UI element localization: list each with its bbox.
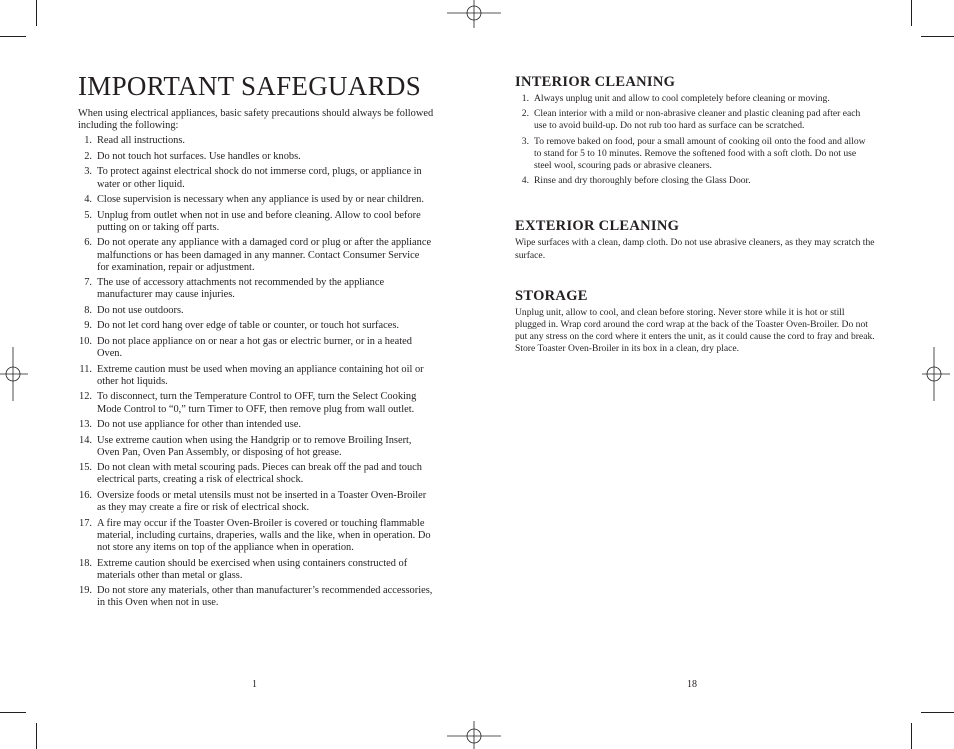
list-item-number: 18. (79, 557, 92, 569)
list-item-number: 15. (79, 462, 92, 474)
list-item-text: Do not store any materials, other than manufacturer’s recommended accessories, in this Oven when not in use. (97, 585, 433, 609)
list-item-text: Close supervision is necessary when any appliance is used by or near children. (97, 194, 424, 206)
interior-cleaning-heading: INTERIOR CLEANING (515, 74, 676, 90)
list-item-number: 10. (79, 335, 92, 347)
list-item-number: 17. (79, 517, 92, 529)
exterior-cleaning-text: Wipe surfaces with a clean, damp cloth. Do not use abrasive cleaners, as they may scratch the surface. (515, 237, 875, 261)
crop-mark (921, 712, 954, 713)
list-item-text: To protect against electrical shock do not immerse cord, plugs, or appliance in water or other liquid. (97, 166, 422, 190)
list-item (78, 419, 434, 431)
list-item-number: 8. (84, 304, 92, 316)
list-item-number: 1. (84, 135, 92, 147)
list-item (78, 462, 434, 486)
list-item-number: 13. (79, 419, 92, 431)
crop-mark (0, 712, 26, 713)
list-item-text: Read all instructions. (97, 135, 186, 147)
crop-mark (911, 0, 912, 26)
list-item (515, 136, 875, 173)
crop-mark (36, 0, 37, 26)
crop-mark (911, 723, 912, 749)
list-item-text: Do not operate any appliance with a damaged cord or plug or after the appliance malfunctions or has been damaged in any manner. Contact Consumer Service for examination, repair or adjustment. (97, 237, 432, 273)
list-item-text: Do not clean with metal scouring pads. Pieces can break off the pad and touch electrical parts, creating a risk of electrical shock. (97, 462, 422, 486)
list-item-text: Rinse and dry thoroughly before closing the Glass Door. (534, 175, 751, 187)
intro-paragraph: When using electrical appliances, basic safety precautions should always be followed including the following: (78, 108, 434, 132)
list-item (78, 585, 434, 609)
list-item-number: 3. (84, 166, 92, 178)
list-item-number: 2. (521, 108, 529, 120)
page-number-right: 18 (687, 679, 697, 690)
list-item-number: 14. (79, 434, 92, 446)
list-item-text: To disconnect, turn the Temperature Control to OFF, turn the Select Cooking Mode Control to “0,” turn Timer to OFF, then remove plug from wall outlet. (97, 391, 417, 415)
interior-cleaning-list (515, 93, 875, 187)
storage-text: Unplug unit, allow to cool, and clean before storing. Never store while it is hot or still plugged in. Wrap cord around the cord wrap at the back of the Toaster Oven-Broiler. Do not put any stress on the cord where it enters the unit, as it could cause the cord to fray and break. Store Toaster Oven-Broiler in its box in a clean, dry place. (515, 306, 875, 355)
list-item (515, 93, 875, 105)
list-item-text: A fire may occur if the Toaster Oven-Broiler is covered or touching flammable material, including curtains, draperies, walls and the like, when in operation. Do not store any items on top of the appliance when in operation. (97, 517, 431, 554)
list-item-text: Unplug from outlet when not in use and before cleaning. Allow to cool before putting on or taking off parts. (97, 209, 421, 233)
list-item (515, 175, 875, 187)
list-item-number: 5. (84, 209, 92, 221)
list-item-text: Do not let cord hang over edge of table or counter, or touch hot surfaces. (97, 320, 399, 332)
list-item-number: 4. (521, 175, 529, 187)
list-item (78, 194, 434, 206)
list-item-number: 16. (79, 489, 92, 501)
crop-mark (36, 723, 37, 749)
list-item-number: 11. (79, 363, 92, 375)
list-item (515, 108, 875, 132)
right-page (515, 74, 875, 356)
list-item (78, 391, 434, 415)
list-item-text: Use extreme caution when using the Handgrip or to remove Broiling Insert, Oven Pan, Oven Pan Assembly, or disposing of hot grease. (97, 434, 412, 458)
list-item (78, 135, 434, 147)
list-item-text: Do not use outdoors. (97, 304, 184, 316)
list-item-text: Do not place appliance on or near a hot gas or electric burner, or in a heated Oven. (97, 335, 412, 360)
list-item (78, 151, 434, 163)
crop-mark (921, 36, 954, 37)
list-item (78, 320, 434, 332)
page-title: IMPORTANT SAFEGUARDS (78, 71, 422, 101)
list-item-number: 6. (84, 237, 92, 249)
list-item-text: Extreme caution must be used when moving an appliance containing hot oil or other hot liquids. (97, 363, 424, 387)
list-item (78, 518, 434, 555)
list-item-number: 1. (521, 93, 529, 104)
list-item-text: Clean interior with a mild or non-abrasive cleaner and plastic cleaning pad after each use to avoid build-up. Do not rub too hard as surface can be scratched. (534, 108, 861, 132)
list-item-number: 12. (79, 391, 92, 403)
list-item-text: Extreme caution should be exercised when using containers constructed of materials other than metal or glass. (97, 557, 408, 581)
registration-mark-icon (0, 347, 28, 401)
list-item-number: 3. (521, 135, 529, 147)
list-item (78, 558, 434, 582)
list-item (78, 305, 434, 317)
crop-mark (0, 36, 26, 37)
list-item (78, 210, 434, 234)
list-item (78, 490, 434, 514)
list-item-text: The use of accessory attachments not recommended by the appliance manufacturer may cause injuries. (97, 277, 385, 301)
registration-mark-icon (922, 347, 950, 401)
registration-mark-icon (447, 0, 501, 28)
exterior-cleaning-heading: EXTERIOR CLEANING (515, 218, 680, 235)
safeguards-list (78, 135, 434, 609)
list-item-text: Do not use appliance for other than intended use. (97, 419, 301, 431)
left-page (78, 72, 434, 613)
list-item (78, 336, 434, 360)
list-item-number: 7. (84, 277, 92, 289)
list-item-text: To remove baked on food, pour a small amount of cooking oil onto the food and allow to stand for 5 to 10 minutes. Remove the softened food with a soft cloth. Do not use steel wool, scouring pads or abrasive cleaners. (534, 135, 866, 172)
registration-mark-icon (447, 721, 501, 749)
list-item (78, 166, 434, 190)
list-item-number: 2. (84, 150, 92, 162)
list-item-number: 9. (84, 320, 92, 332)
list-item-text: Do not touch hot surfaces. Use handles or knobs. (97, 150, 301, 162)
list-item (78, 435, 434, 459)
storage-heading: STORAGE (515, 287, 588, 304)
list-item-text: Oversize foods or metal utensils must not be inserted in a Toaster Oven-Broiler as they may create a fire or risk of electrical shock. (97, 489, 427, 514)
list-item-number: 4. (84, 194, 92, 206)
list-item-text: Always unplug unit and allow to cool completely before cleaning or moving. (534, 93, 830, 104)
page-number-left: 1 (252, 679, 257, 690)
list-item (78, 364, 434, 388)
list-item (78, 277, 434, 301)
list-item (78, 237, 434, 274)
list-item-number: 19. (79, 585, 92, 597)
